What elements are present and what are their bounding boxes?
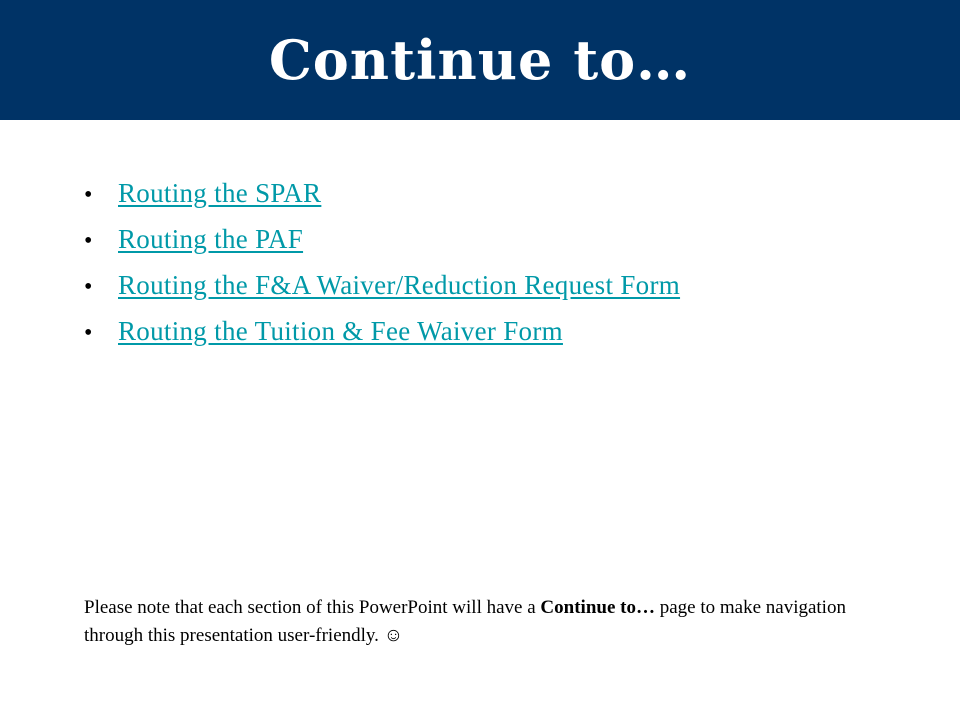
link-routing-tuition-fee-waiver[interactable]: Routing the Tuition & Fee Waiver Form	[118, 316, 563, 346]
link-list	[84, 178, 680, 362]
navigation-note	[84, 594, 884, 650]
list-item	[84, 270, 680, 316]
note-text-end: page to make navigation through this presentation user-friendly.	[84, 597, 846, 646]
bullet-icon: •	[84, 228, 93, 254]
bullet-icon: •	[84, 320, 93, 346]
list-item	[84, 316, 680, 362]
smiley-icon: ☺	[383, 625, 404, 646]
note-emphasis: Continue to…	[540, 597, 655, 618]
link-routing-spar[interactable]: Routing the SPAR	[118, 178, 322, 208]
list-item	[84, 178, 680, 224]
link-routing-fa-waiver[interactable]: Routing the F&A Waiver/Reduction Request Form	[118, 270, 681, 300]
title-bar	[0, 0, 960, 120]
link-routing-paf[interactable]: Routing the PAF	[118, 224, 304, 254]
list-item	[84, 224, 680, 270]
bullet-icon: •	[84, 274, 93, 300]
note-text-start: Please note that each section of this PowerPoint will have a	[84, 597, 541, 618]
bullet-icon: •	[84, 182, 93, 208]
slide-title: Continue to…	[268, 28, 692, 92]
